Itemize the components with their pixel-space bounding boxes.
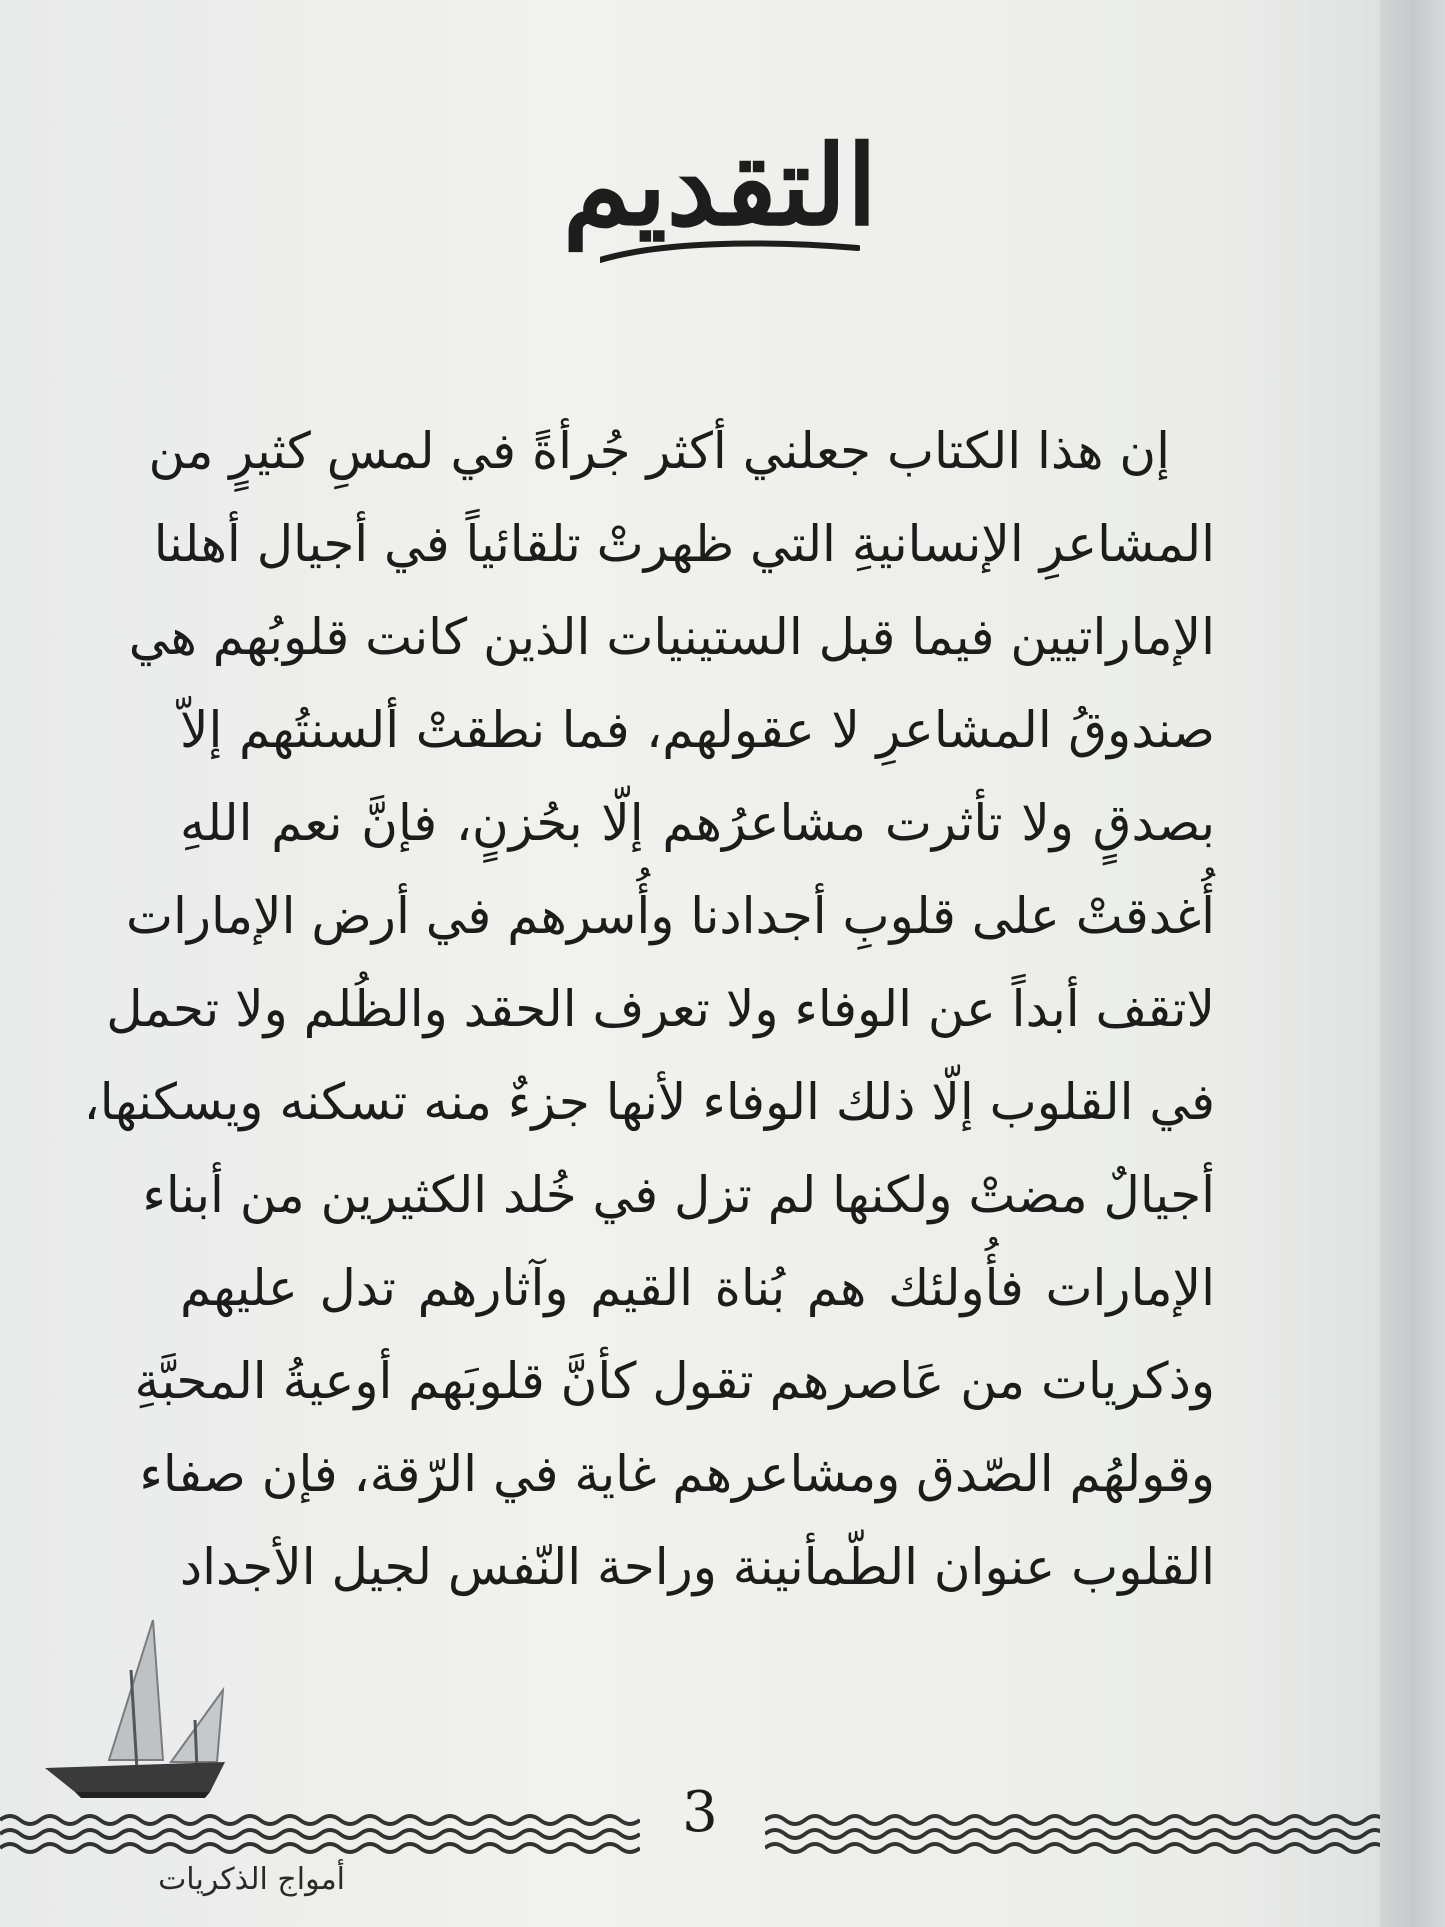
chapter-title: التقديم [562,121,878,250]
paragraph-line: لاتقف أبداً عن الوفاء ولا تعرف الحقد والظُلم ولا تحمل [106,980,1215,1038]
sailing-dhow-icon [35,1610,245,1810]
paragraph-line: القلوب عنوان الطّمأنينة وراحة النّفس لجيل الأجداد [179,1538,1215,1596]
paragraph-line: في القلوب إلّا ذلك الوفاء لأنها جزءٌ منه تسكنه ويسكنها، [83,1073,1215,1131]
wave-border-left-icon [0,1808,640,1868]
paragraph-line: أُغدقتْ على قلوبِ أجدادنا وأُسرهم في أرض الإمارات [125,887,1215,945]
paragraph-line: المشاعرِ الإنسانيةِ التي ظهرتْ تلقائياً في أجيال أهلنا [153,515,1215,573]
page-number: 3 [682,1780,718,1845]
paragraph-line: وقولهُم الصّدق ومشاعرهم غاية في الرّقة، فإن صفاء [139,1445,1215,1503]
title-swash-icon [600,238,860,268]
page-edge-shadow [1380,0,1445,1927]
book-title: أمواج الذكريات [158,1862,345,1897]
paragraph-line: الإماراتيين فيما قبل الستينيات الذين كانت قلوبُهم هي [128,608,1215,666]
paragraph-line: أجيالٌ مضتْ ولكنها لم تزل في خُلد الكثيرين من أبناء [142,1166,1215,1224]
intro-paragraph [83,405,1215,1614]
paragraph-line: صندوقُ المشاعرِ لا عقولهم، فما نطقتْ ألسنتُهم إلاّ [180,701,1215,759]
paragraph-line: وذكريات من عَاصرهم تقول كأنَّ قلوبَهم أوعيةُ المحبَّةِ [134,1352,1215,1410]
paragraph-line: بصدقٍ ولا تأثرت مشاعرُهم إلّا بحُزنٍ، فإنَّ نعم اللهِ [180,794,1215,852]
paragraph-line: الإمارات فأُولئك هم بُناة القيم وآثارهم تدل عليهم [180,1259,1215,1317]
paragraph-line: إن هذا الكتاب جعلني أكثر جُرأةً في لمسِ كثيرٍ من [148,422,1170,480]
wave-border-right-icon [765,1808,1385,1868]
